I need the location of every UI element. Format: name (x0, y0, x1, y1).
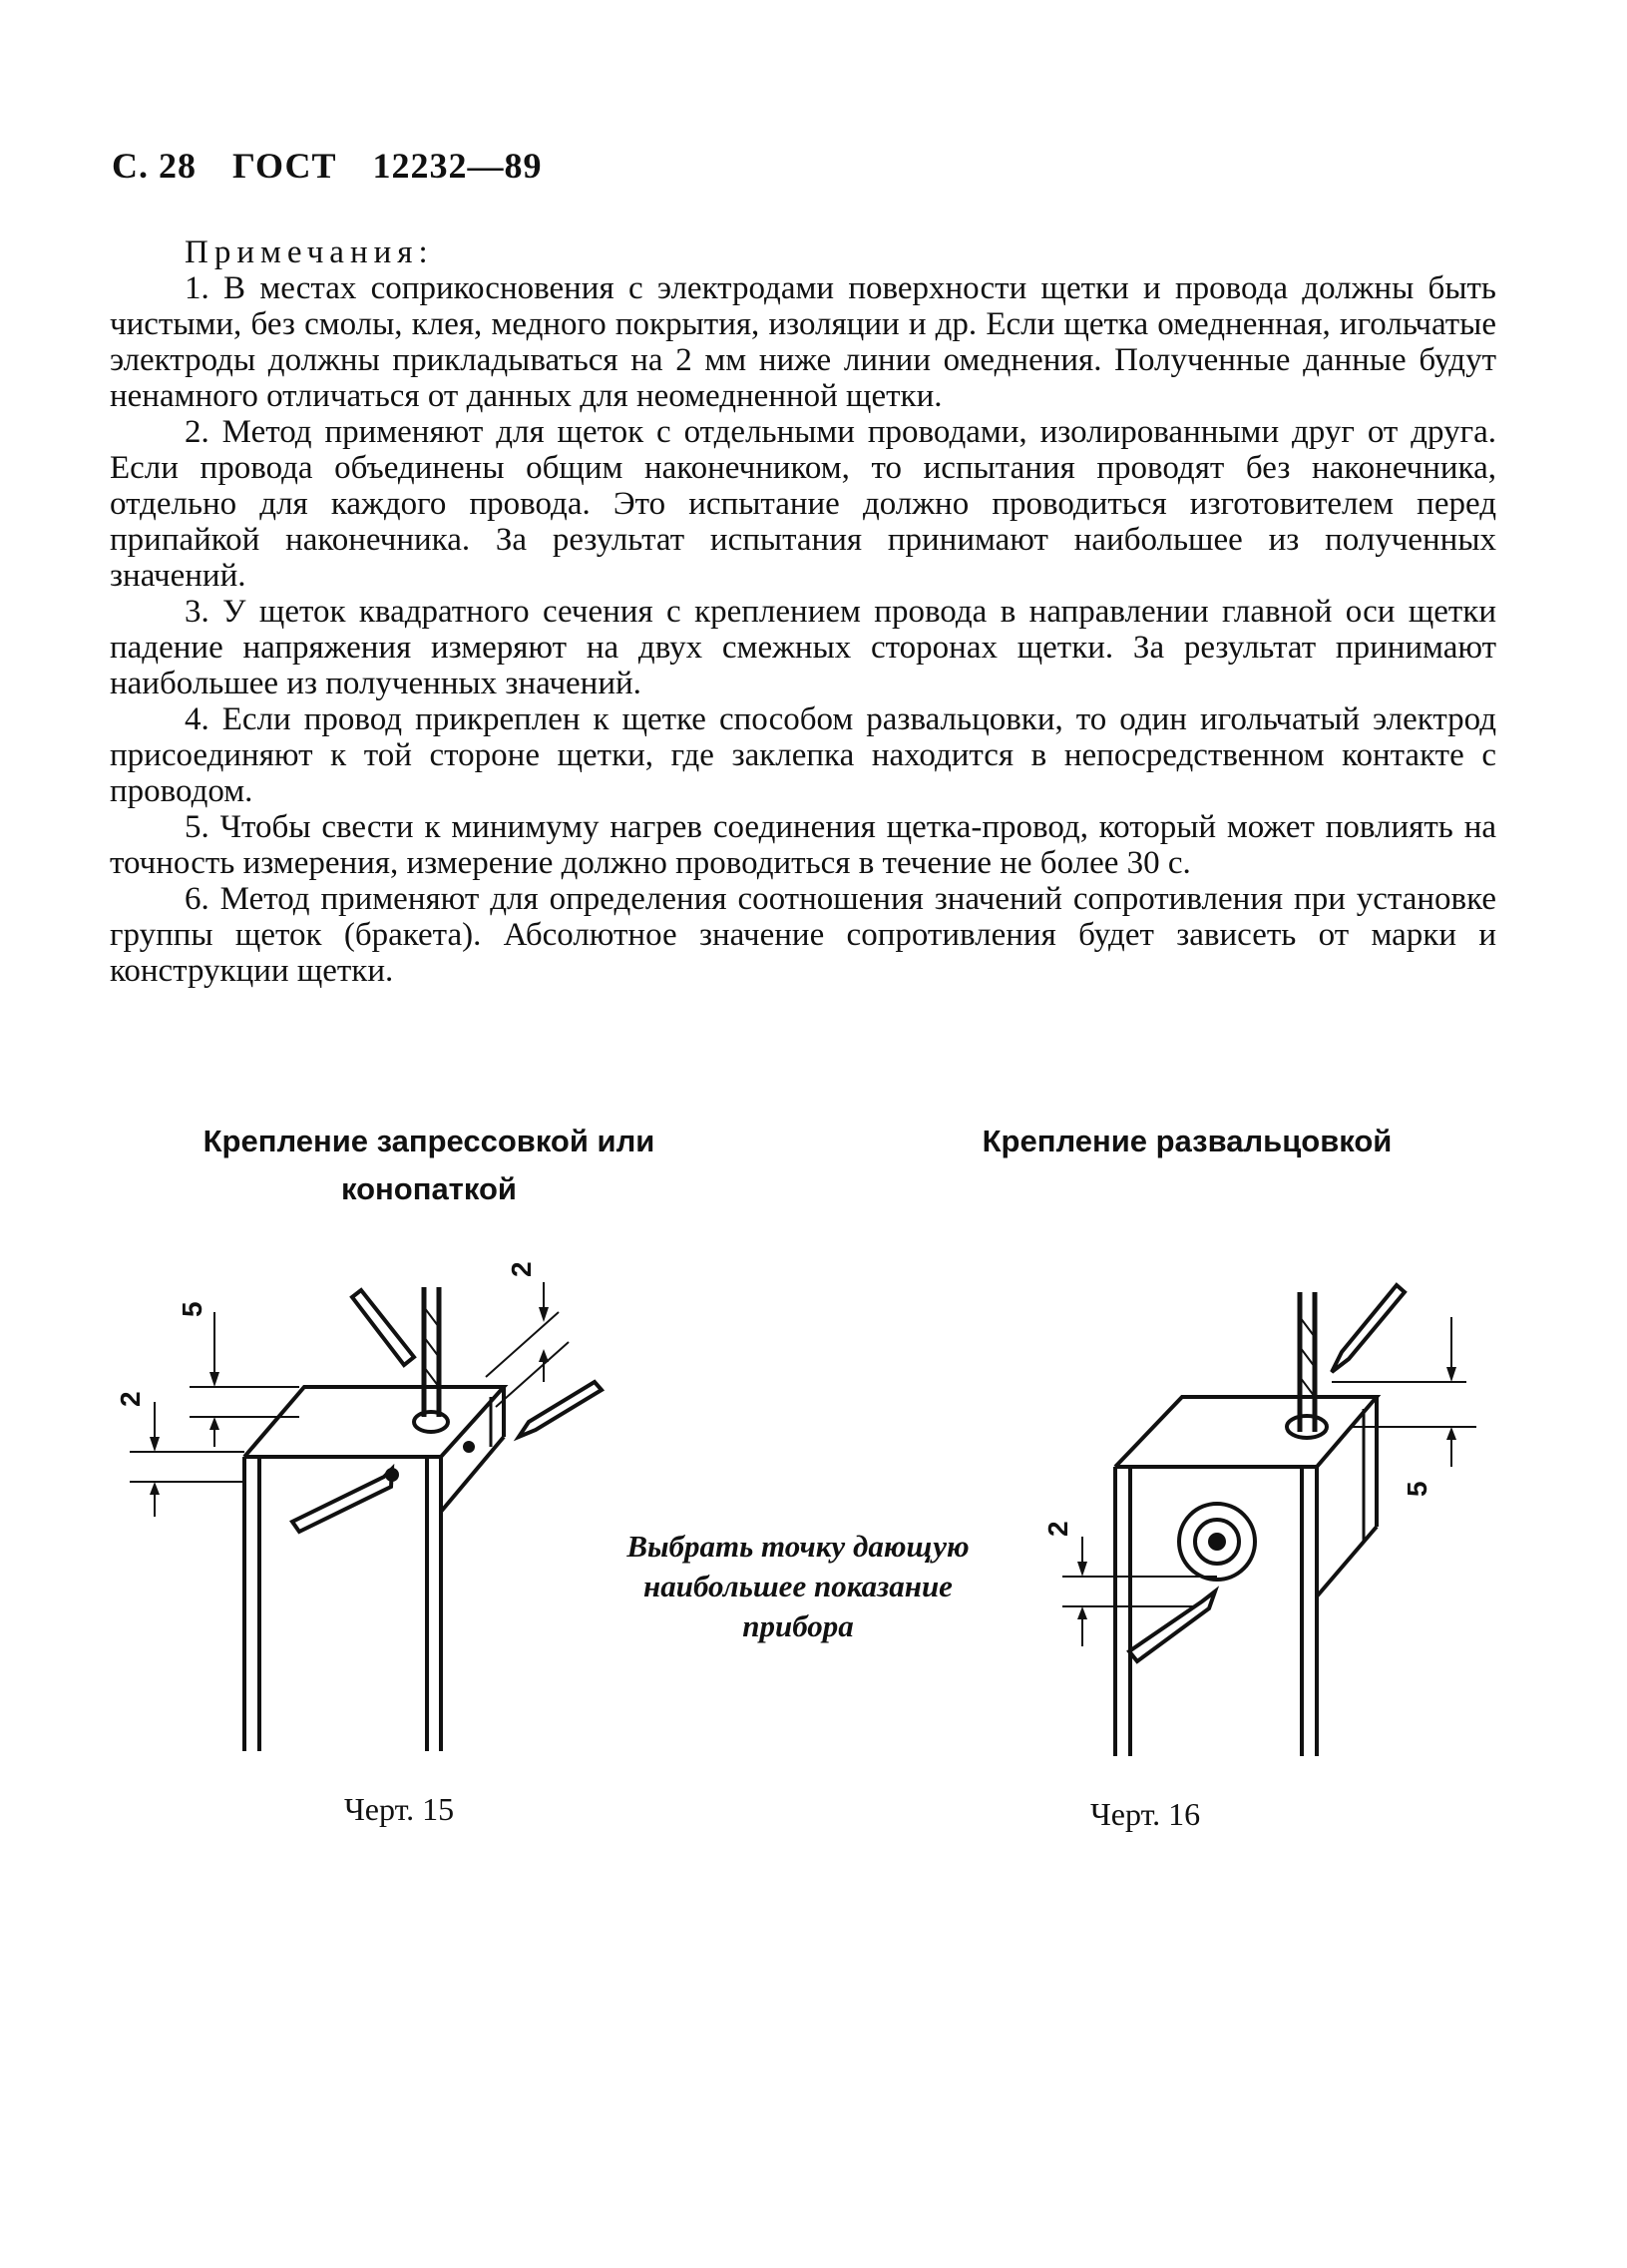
figure-15-caption: Черт. 15 (344, 1791, 455, 1827)
dim-label-right-2: 2 (1042, 1521, 1073, 1537)
note-4: 4. Если провод прикреплен к щетке способом развальцовки, то один игольчатый электрод присоединяют к той стороне щетки, где заклепка находится в непосредственном контакте с проводом. (110, 701, 1496, 809)
figure-15-title: Крепление запрессовкой или конопаткой (203, 1124, 655, 1206)
dim-label-left-2-side: 2 (506, 1261, 537, 1277)
dim-label-right-5: 5 (1402, 1481, 1432, 1497)
selection-note: Выбрать точку дающую наибольшее показание прибора (626, 1529, 970, 1643)
figure-15-drawing (130, 1282, 602, 1751)
note-3: 3. У щеток квадратного сечения с креплением провода в направлении главной оси щетки падение напряжения измеряют на двух смежных сторонах щетки. За результат принимают наибольшее из полученных значений. (110, 594, 1496, 701)
figure-16-caption: Черт. 16 (1090, 1796, 1201, 1832)
note-6: 6. Метод применяют для определения соотношения значений сопротивления при установке группы щеток (бракета). Абсолютное значение сопротивления будет зависеть от марки и конструкции щетки. (110, 881, 1496, 989)
dim-label-left-5: 5 (177, 1301, 207, 1317)
figure-16-title: Крепление развальцовкой (982, 1124, 1393, 1158)
dim-label-left-2: 2 (115, 1391, 146, 1407)
standard-number: 12232—89 (372, 146, 543, 186)
figure-16-drawing (1062, 1285, 1476, 1756)
standard-label: ГОСТ (232, 146, 337, 186)
note-5: 5. Чтобы свести к минимуму нагрев соединения щетка-провод, который может повлиять на точность измерения, измерение должно проводиться в течение не более 30 с. (110, 809, 1496, 881)
page-number: С. 28 (112, 146, 197, 186)
note-1: 1. В местах соприкосновения с электродами поверхности щетки и провода должны быть чистыми, без смолы, клея, медного покрытия, изоляции и др. Если щетка омедненная, игольчатые электроды должны прикладываться на 2 мм ниже линии омеднения. Полученные данные будут ненамного отличаться от данных для неомедненной щетки. (110, 270, 1496, 414)
note-2: 2. Метод применяют для щеток с отдельными проводами, изолированными друг от друга. Если провода объединены общим наконечником, то испытания проводят без наконечника, отдельно для каждого провода. Это испытание должно проводиться изготовителем перед припайкой наконечника. За результат испытания принимают наибольшее из полученных значений. (110, 414, 1496, 594)
notes-title: Примечания: (185, 234, 434, 270)
